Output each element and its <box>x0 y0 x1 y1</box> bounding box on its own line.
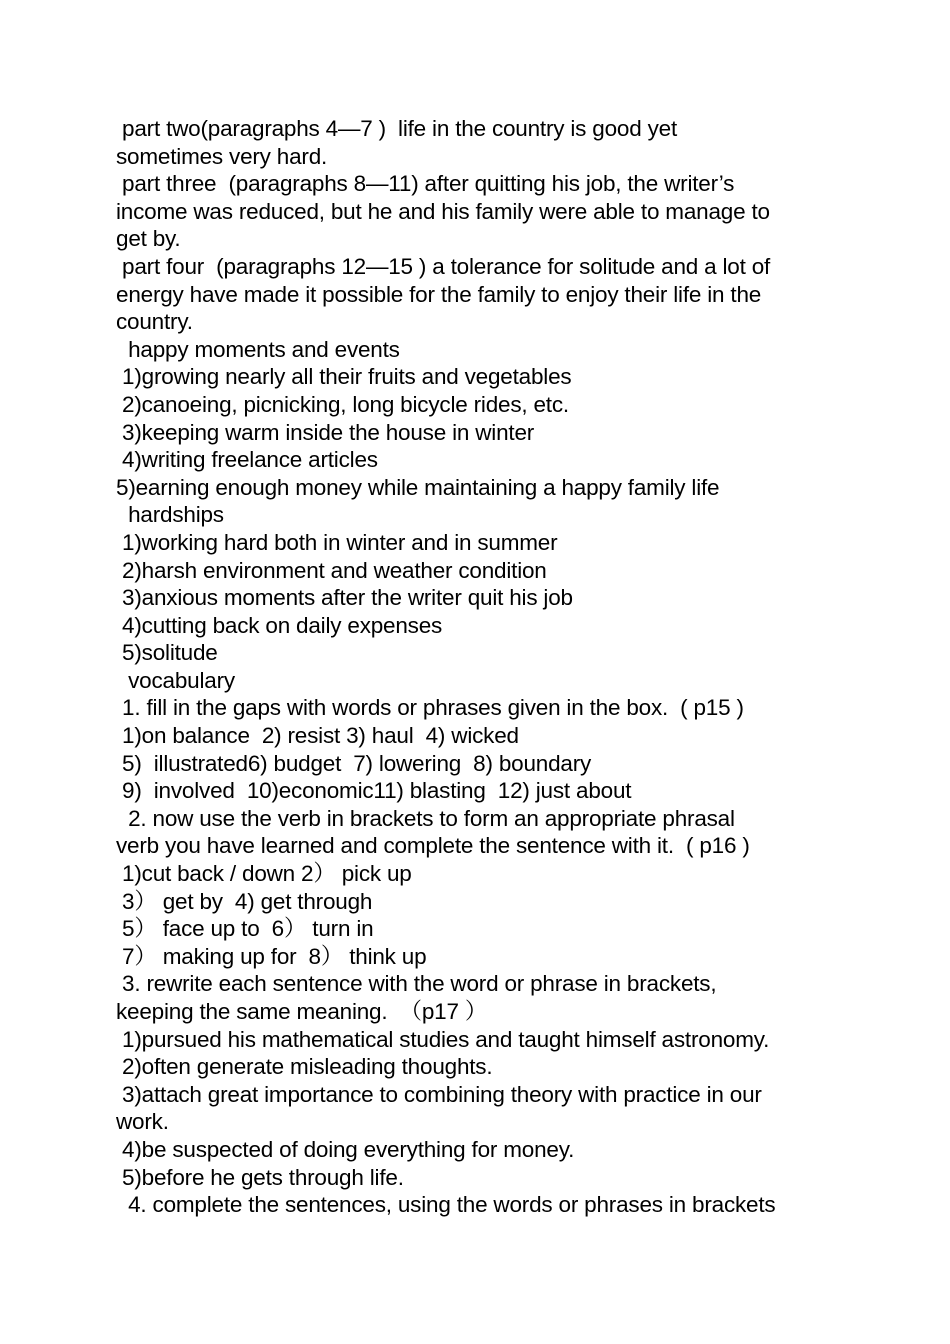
section-heading: happy moments and events <box>116 336 400 362</box>
answer-line: 5)before he gets through life. <box>116 1164 404 1190</box>
text-line: country. <box>116 309 193 335</box>
exercise-instruction: keeping the same meaning. （p17 ） <box>116 999 488 1024</box>
exercise-instruction: 2. now use the verb in brackets to form an appropriate phrasal <box>116 805 735 831</box>
section-heading: hardships <box>116 502 224 528</box>
list-item: 2)canoeing, picnicking, long bicycle rides, etc. <box>116 391 569 417</box>
answer-line: work. <box>116 1109 169 1135</box>
list-item: 2)harsh environment and weather condition <box>116 557 547 583</box>
list-item: 1)working hard both in winter and in summer <box>116 529 558 555</box>
list-item: 5)earning enough money while maintaining a happy family life <box>116 474 720 500</box>
document-page <box>116 115 846 1219</box>
answer-line: 1)on balance 2) resist 3) haul 4) wicked <box>116 723 519 749</box>
list-item: 4)writing freelance articles <box>116 447 378 473</box>
answer-line: 2)often generate misleading thoughts. <box>116 1054 493 1080</box>
text-line: part three (paragraphs 8—11) after quitting his job, the writer’s <box>116 171 735 197</box>
list-item: 3)anxious moments after the writer quit his job <box>116 585 573 611</box>
text-line: part two(paragraphs 4—7 ) life in the country is good yet <box>116 116 677 141</box>
answer-line: 7） making up for 8） think up <box>116 943 427 969</box>
answer-line: 1)pursued his mathematical studies and taught himself astronomy. <box>116 1026 770 1052</box>
list-item: 1)growing nearly all their fruits and vegetables <box>116 364 572 390</box>
section-heading: vocabulary <box>116 667 235 693</box>
exercise-instruction: verb you have learned and complete the sentence with it. ( p16 ) <box>116 833 750 859</box>
answer-line: 5） face up to 6） turn in <box>116 916 374 942</box>
text-line: income was reduced, but he and his family were able to manage to <box>116 198 770 224</box>
exercise-instruction: 1. fill in the gaps with words or phrases given in the box. ( p15 ) <box>116 695 744 721</box>
exercise-instruction: 4. complete the sentences, using the words or phrases in brackets <box>116 1192 776 1218</box>
text-line: energy have made it possible for the family to enjoy their life in the <box>116 281 762 307</box>
answer-line: 3)attach great importance to combining theory with practice in our <box>116 1081 762 1107</box>
list-item: 5)solitude <box>116 640 218 666</box>
text-line: sometimes very hard. <box>116 143 328 169</box>
list-item: 3)keeping warm inside the house in winter <box>116 419 535 445</box>
exercise-instruction: 3. rewrite each sentence with the word or phrase in brackets, <box>116 971 717 997</box>
answer-line: 5) illustrated6) budget 7) lowering 8) boundary <box>116 750 592 776</box>
answer-line: 3） get by 4) get through <box>116 888 373 914</box>
answer-line: 4)be suspected of doing everything for money. <box>116 1136 575 1162</box>
answer-line: 9) involved 10)economic11) blasting 12) just about <box>116 778 632 804</box>
answer-line: 1)cut back / down 2） pick up <box>116 861 412 887</box>
text-line: part four (paragraphs 12—15 ) a tolerance for solitude and a lot of <box>116 253 771 279</box>
list-item: 4)cutting back on daily expenses <box>116 612 443 638</box>
text-line: get by. <box>116 226 181 252</box>
